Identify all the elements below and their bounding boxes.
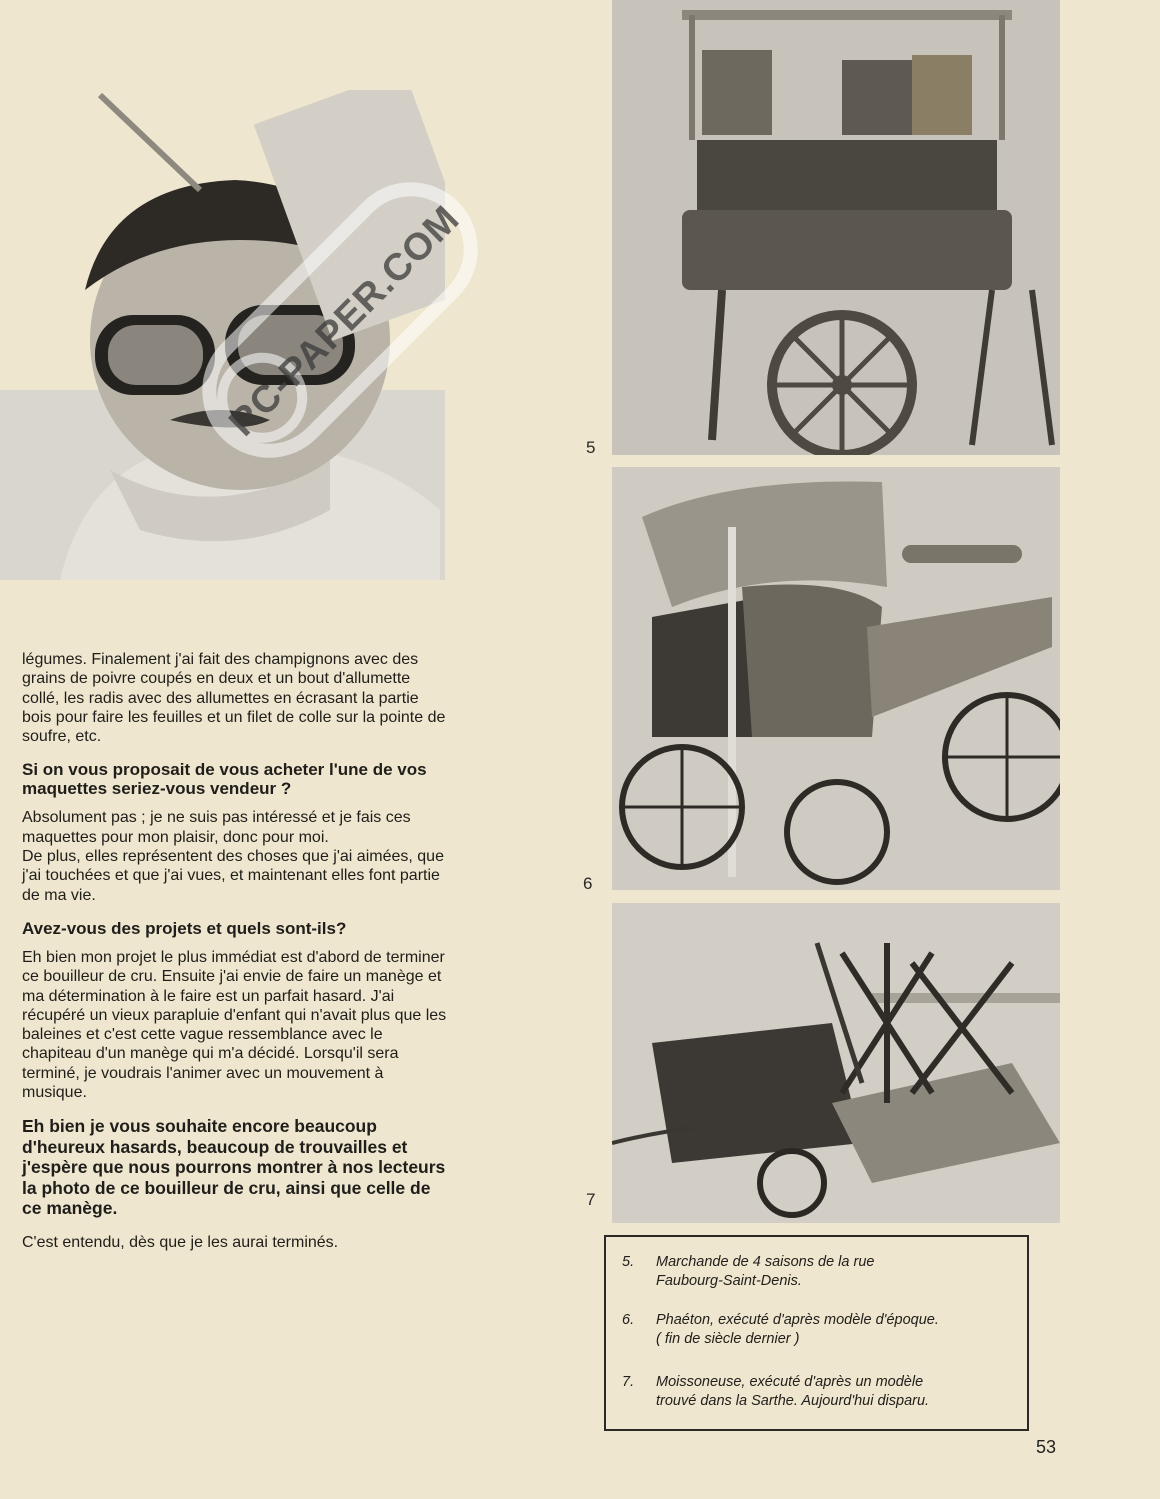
caption-box (604, 1235, 1029, 1431)
caption-line: Phaéton, exécuté d'après modèle d'époque. (656, 1312, 939, 1328)
caption-number: 5. (622, 1254, 635, 1270)
harvester-icon (612, 903, 1060, 1223)
article-column (22, 650, 447, 1266)
caption-line: Faubourg-Saint-Denis. (656, 1273, 802, 1289)
watermark (170, 150, 510, 490)
caption-number: 6. (622, 1312, 635, 1328)
caption-line: Moissoneuse, exécuté d'après un modèle (656, 1374, 924, 1390)
figure-7-photo (612, 903, 1060, 1223)
closing-remark: Eh bien je vous souhaite encore beaucoup d'heureux hasards, beaucoup de trouvailles et j'espère que nous pourrons montrer à nos lecteurs la photo de ce bouilleur de cru, ainsi que celle de ce manège. (22, 1116, 446, 1219)
figure-5-photo (612, 0, 1060, 455)
interview-answer (22, 808, 447, 904)
answer-part-a: Absolument pas ; je ne suis pas intéressé et je fais ces maquettes pour mon plaisir, donc pour moi. (22, 809, 411, 846)
caption-number: 7. (622, 1374, 635, 1390)
watermark-text: RC-PAPER.COM (221, 197, 468, 445)
interview-answer: Eh bien mon projet le plus immédiat est d'abord de terminer ce bouilleur de cru. Ensuite j'ai envie de faire un manège et ma détermination à le faire est un parfait hasard. J'ai récupéré un vieux parapluie d'enfant qui n'avait plus que les baleines et c'est cette vague ressemblance avec le chapiteau d'un manège qui m'a décidé. Lorsqu'il sera terminé, je voudrais l'animer avec un mouvement à musique. (22, 948, 447, 1102)
caption-6 (622, 1311, 1017, 1349)
caption-5 (622, 1253, 1017, 1291)
page-number: 53 (1036, 1437, 1057, 1457)
caption-line: Marchande de 4 saisons de la rue (656, 1254, 875, 1270)
figure-6-number: 6 (583, 874, 593, 893)
caption-line: ( fin de siècle dernier ) (656, 1331, 800, 1347)
answer-part-b: De plus, elles représentent des choses que j'ai aimées, que j'ai touchées et que j'ai vues, et maintenant elles font partie de ma vie. (22, 848, 444, 904)
caption-line: trouvé dans la Sarthe. Aujourd'hui disparu. (656, 1393, 930, 1409)
market-cart-icon (612, 0, 1060, 455)
final-answer: C'est entendu, dès que je les aurai terminés. (22, 1233, 339, 1251)
interview-question: Si on vous proposait de vous acheter l'une de vos maquettes seriez-vous vendeur ? (22, 760, 427, 799)
figure-7-number: 7 (586, 1190, 596, 1209)
figure-6-photo (612, 467, 1060, 890)
figure-5-number: 5 (586, 438, 596, 457)
article-paragraph: légumes. Finalement j'ai fait des champignons avec des grains de poivre coupés en deux et un bout d'allumette collé, les radis avec des allumettes en écrasant la partie bois pour faire les feuilles et un filet de colle sur la pointe de soufre, etc. (22, 651, 446, 746)
caption-7 (622, 1373, 1017, 1411)
phaeton-carriage-icon (612, 467, 1060, 890)
interview-question: Avez-vous des projets et quels sont-ils? (22, 918, 347, 938)
